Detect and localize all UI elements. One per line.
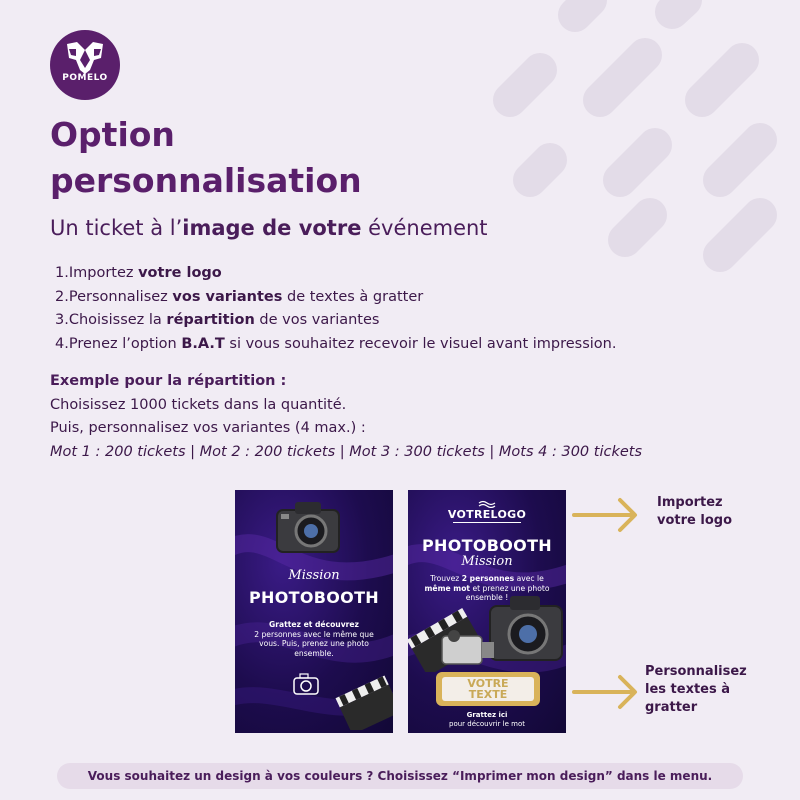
scratch-text-line: VOTRE [467,677,509,690]
step-text: Prenez l’option [68,335,182,352]
ticket-b-text-part: Trouvez [430,574,462,583]
projector-icon [438,628,498,672]
ticket-a-text-body: 2 personnes avec le même que vous. Puis, prenez une photo ensemble. [254,629,374,658]
waves-icon [478,500,496,508]
subtitle-post: événement [361,216,488,240]
design-banner: Vous souhaitez un design à vos couleurs ? Choisissez “Imprimer mon design” dans le menu. [57,763,743,789]
annotation-line: gratter [645,700,698,715]
example-title: Exemple pour la répartition : [50,373,287,389]
ticket-preview-default [235,490,393,733]
step-text: Choisissez la [68,312,167,328]
step-text: si vous souhaitez recevoir le visuel avant impression. [224,335,617,352]
step-number: 4. [55,335,69,352]
scratch-text [442,677,534,701]
ticket-b-footer [408,711,566,728]
step-text: Personnalisez [68,288,173,305]
step-bold: votre logo [138,265,222,281]
ticket-a-title: PHOTOBOOTH [249,588,379,607]
step-bold: vos variantes [172,288,283,305]
ticket-b-footer-text: pour découvrir le mot [449,719,525,728]
ticket-a-script: Mission [288,568,340,583]
step-text: de vos variantes [254,312,380,328]
clapperboard-icon [333,670,393,730]
pomelo-logo[interactable] [50,30,120,100]
arrow-right-icon [572,495,640,535]
photographer-icon [290,670,324,698]
example-line: Choisissez 1000 tickets dans la quantité. [50,396,347,413]
example-section [50,370,642,464]
example-line: Puis, personnalisez vos variantes (4 max.) : [50,420,366,436]
annotation-line: les textes à [645,682,731,697]
step-text: Importez [68,265,139,281]
annotation-line: Personnalisez [645,664,747,679]
annotation-text [645,663,747,717]
subtitle-pre: Un ticket à l’ [50,216,183,240]
steps-list [55,262,616,356]
step-number: 1. [55,265,69,281]
ticket-b-title: PHOTOBOOTH [422,536,552,555]
ticket-b-text-bold: même mot [424,583,471,593]
ticket-b-footer-bold: Grattez ici [466,711,508,719]
ticket-preview-custom [408,490,566,733]
ticket-b-text-part: et prenez une photo ensemble ! [465,583,550,602]
ticket-b-logo: VOTRELOGO [447,508,527,521]
pomelo-logo-icon [50,30,120,100]
camera-icon [273,498,343,556]
step-text: de textes à gratter [282,288,424,305]
annotation-line: votre logo [657,513,732,528]
step-item [55,309,616,333]
decorative-shapes [480,0,800,300]
title-line-2: personnalisation [50,161,362,200]
step-item [55,286,616,310]
step-bold: répartition [166,312,255,328]
page-title [50,112,362,204]
ticket-b-text-part: avec le [514,574,544,583]
title-line-1: Option [50,115,175,154]
arrow-right-icon [572,672,640,712]
ticket-b-text-bold: 2 personnes [461,574,515,583]
ticket-b-logo-underline [453,522,521,523]
ticket-b-script: Mission [461,554,513,569]
example-distribution: Mot 1 : 200 tickets | Mot 2 : 200 tickets | Mot 3 : 300 tickets | Mots 4 : 300 tickets [50,443,643,460]
brand-name: POMELO [62,73,108,83]
annotation-line: Importez [657,495,723,510]
step-item [55,262,616,286]
step-item [55,333,616,357]
ticket-a-text [235,620,393,658]
subtitle [50,216,488,240]
ticket-a-text-bold: Grattez et découvrez [269,620,359,629]
scratch-area[interactable] [436,672,540,706]
step-bold: B.A.T [181,335,225,352]
step-number: 2. [55,288,69,305]
annotation-logo [657,494,732,530]
step-number: 3. [55,312,69,328]
scratch-text-line: TEXTE [468,688,508,701]
subtitle-bold: image de votre [182,216,362,240]
